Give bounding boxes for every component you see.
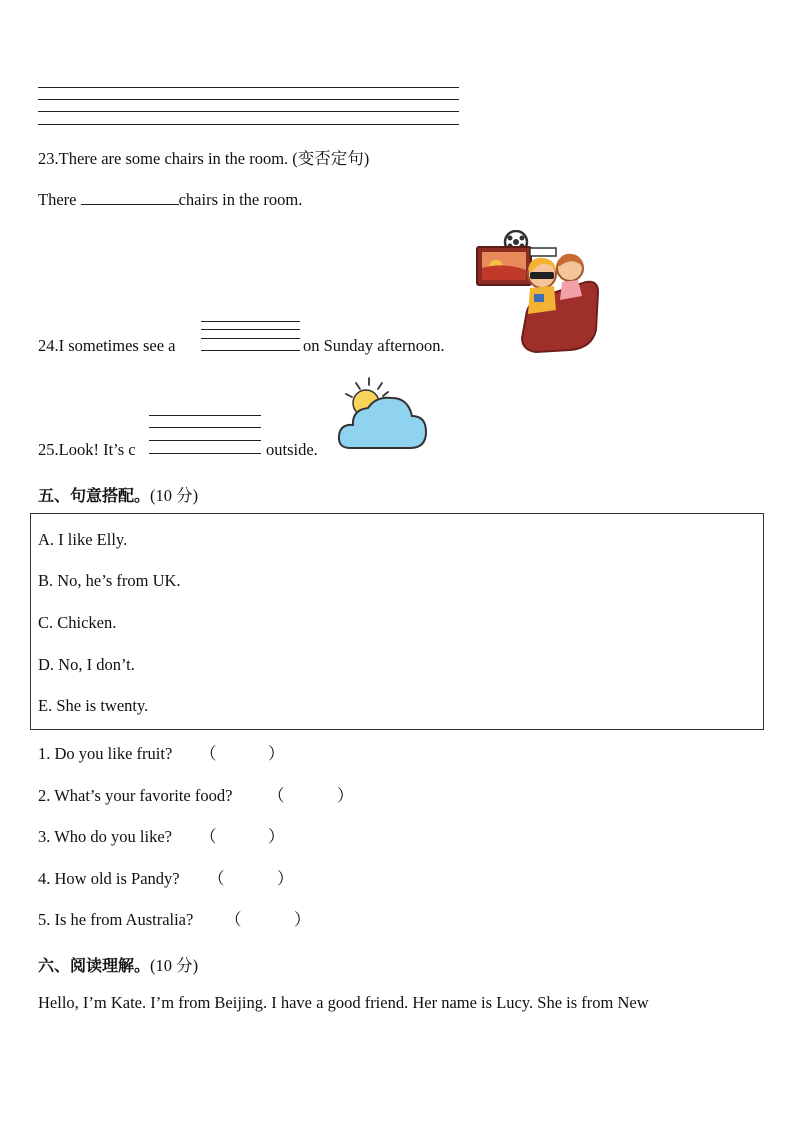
- match-paren-close: ）: [268, 744, 285, 763]
- match-question-1: 1. Do you like fruit?: [38, 744, 173, 763]
- option-e: E. She is twenty.: [38, 696, 149, 715]
- match-paren-open: （: [225, 910, 242, 929]
- section5-score: (10 分): [150, 486, 199, 505]
- writing-line: [149, 427, 261, 428]
- option-a: A. I like Elly.: [38, 530, 128, 549]
- writing-line: [201, 321, 300, 322]
- match-paren-open: （: [268, 786, 285, 805]
- match-question-5: 5. Is he from Australia?: [38, 910, 194, 929]
- match-answer-1[interactable]: [218, 744, 268, 764]
- writing-line: [38, 111, 459, 112]
- reading-passage-line: Hello, I’m Kate. I’m from Beijing. I have a good friend. Her name is Lucy. She is from New: [38, 993, 649, 1012]
- match-question-2: 2. What’s your favorite food?: [38, 786, 233, 805]
- match-paren-open: （: [208, 869, 225, 888]
- match-paren-close: ）: [268, 827, 285, 846]
- writing-line: [201, 329, 300, 330]
- match-answer-2[interactable]: [286, 786, 336, 806]
- q23-blank[interactable]: [81, 204, 179, 205]
- match-answer-4[interactable]: [226, 869, 276, 889]
- writing-line[interactable]: [149, 453, 261, 454]
- q23-answer-before: There: [38, 190, 81, 209]
- match-paren-open: （: [200, 827, 217, 846]
- q24-after: on Sunday afternoon.: [303, 336, 445, 355]
- option-d: D. No, I don’t.: [38, 655, 135, 674]
- writing-line: [149, 415, 261, 416]
- q23-answer-after: chairs in the room.: [178, 190, 303, 209]
- section5-title: 五、句意搭配。: [38, 486, 151, 505]
- match-paren-close: ）: [294, 910, 311, 929]
- cloudy-weather-icon: [336, 376, 430, 454]
- q23-prompt: 23.There are some chairs in the room. (变否定句): [38, 149, 370, 168]
- match-paren-open: （: [200, 744, 217, 763]
- match-paren-close: ）: [277, 869, 294, 888]
- match-question-4: 4. How old is Pandy?: [38, 869, 180, 888]
- match-paren-close: ）: [337, 786, 354, 805]
- q25-after: outside.: [266, 440, 318, 459]
- writing-line: [38, 87, 459, 88]
- q24-before: 24.I sometimes see a: [38, 336, 176, 355]
- writing-line: [38, 124, 459, 125]
- q25-before: 25.Look! It’s c: [38, 440, 136, 459]
- q23-answer-line: [38, 192, 302, 209]
- writing-line[interactable]: [201, 350, 300, 351]
- section6-score: (10 分): [150, 956, 199, 975]
- writing-line: [149, 440, 261, 441]
- cinema-icon: [474, 230, 600, 354]
- match-question-3: 3. Who do you like?: [38, 827, 172, 846]
- section5-heading: [38, 482, 198, 506]
- match-answer-5[interactable]: [243, 910, 293, 930]
- writing-line: [201, 338, 300, 339]
- option-b: B. No, he’s from UK.: [38, 571, 181, 590]
- section6-title: 六、阅读理解。: [38, 956, 151, 975]
- match-answer-3[interactable]: [218, 827, 268, 847]
- section6-heading: [38, 952, 198, 976]
- option-c: C. Chicken.: [38, 613, 117, 632]
- writing-line: [38, 99, 459, 100]
